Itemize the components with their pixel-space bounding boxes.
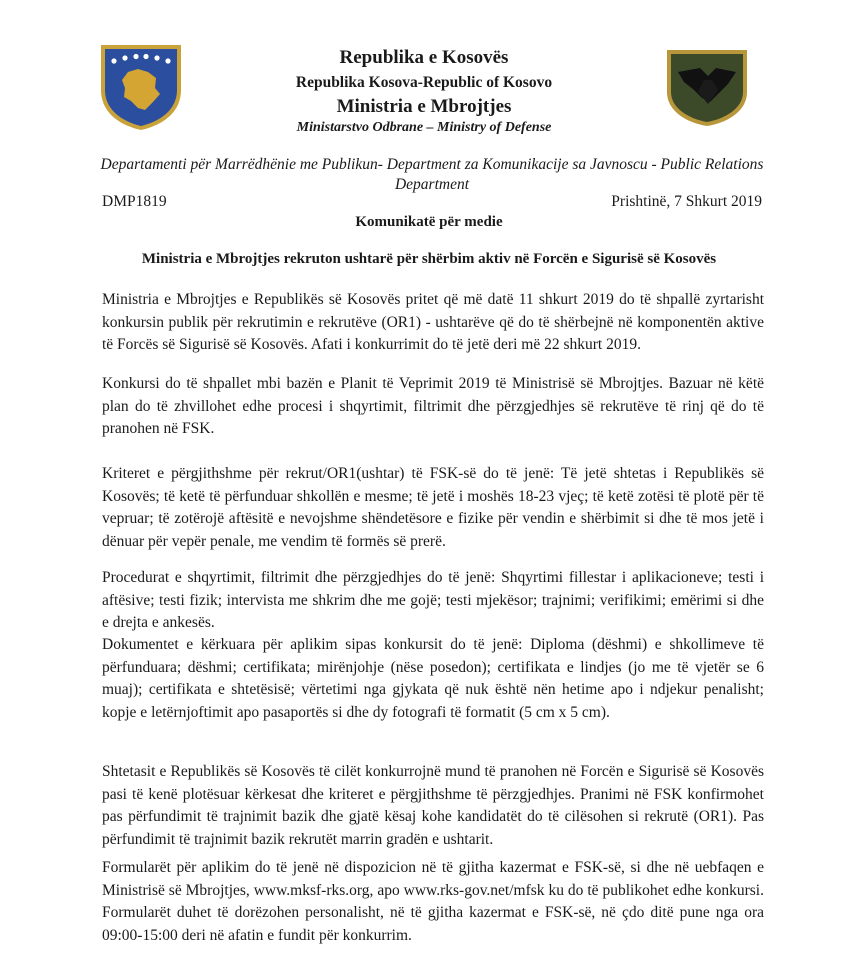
body-paragraph: Dokumentet e kërkuara për aplikim sipas konkursit do të jenë: Diploma (dëshmi) e shkollimeve të përfunduara; dëshmi; certifikata; mirënjohje (nëse posedon); certifikata e lindjes (jo me të vjetër se 6 muaj); certifikata e shtetësisë; vërtetimi nga gjykata që nuk është nën hetime apo i ndjekur penalisht; kopje e letërnjoftimit apo pasaportës si dhe dy fotografi të formatit (5 cm x 5 cm). (102, 636, 764, 721)
place-date: Prishtinë, 7 Shkurt 2019 (611, 193, 762, 210)
body-paragraph: Ministria e Mbrojtjes e Republikës së Kosovës pritet që më datë 11 shkurt 2019 do të shpallë zyrtarisht konkursin publik për rekrutimin e rekrutëve (OR1) - ushtarëve që do të shërbejnë në komponentën aktive të Forcës së Sigurisë së Kosovës. Afati i konkurrimit do të jetë deri më 22 shkurt 2019. (102, 291, 764, 353)
department-line: Departamenti për Marrëdhënie me Publikun- Department za Komunikacije sa Javnoscu - Public Relations Department (100, 156, 764, 193)
country-title: Republika e Kosovës (339, 47, 509, 68)
body-paragraph: Shtetasit e Republikës së Kosovës të cilët konkurrojnë mund të pranohen në Forcën e Sigurisë së Kosovës pasi të kenë plotësuar kërkesat dhe kriteret e përgjithshme të përzgjedhjes. Pranimi në FSK konfirmohet pas përfundimit të trajnimit bazik dhe gjatë kësaj kohe kandidatët do të cilësohen si rekrutë (OR1). Pas përfundimit të trajnimit bazik rekrutët marrin gradën e ushtarit. (102, 763, 764, 848)
body-paragraph: Procedurat e shqyrtimit, filtrimit dhe përzgjedhjes do të jenë: Shqyrtimi fillestar i aplikacioneve; testi i aftësive; testi fizik; intervista me shkrim dhe me gojë; testi mjekësor; trajnimi; verifikimi; emërimi si dhe e drejta e ankesës. (102, 569, 764, 631)
reference-number: DMP1819 (102, 193, 167, 210)
ministry-title: Ministria e Mbrojtjes (336, 96, 512, 117)
document-type: Komunikatë për medie (355, 214, 503, 230)
headline: Ministria e Mbrojtjes rekruton ushtarë për shërbim aktiv në Forcën e Sigurisë së Kosovës (141, 251, 717, 267)
body-paragraph: Formularët për aplikim do të jenë në dispozicion në të gjitha kazermat e FSK-së, si dhe në uebfaqen e Ministrisë së Mbrojtjes, www.mksf-rks.org, apo www.rks-gov.net/mfsk ku do të publikohet edhe konkursi. Formularët duhet të dorëzohen personalisht, në të gjitha kazermat e FSK-së, në çdo ditë pune nga ora 09:00-15:00 deri në afatin e fundit për konkurrim. (102, 859, 764, 944)
ministry-title-multilang: Ministarstvo Odbrane – Ministry of Defense (296, 120, 552, 135)
kosovo-coat-of-arms-icon (98, 42, 184, 132)
country-title-multilang: Republika Kosova-Republic of Kosovo (295, 74, 553, 91)
body-paragraph: Kriteret e përgjithshme për rekrut/OR1(ushtar) të FSK-së do të jenë: Të jetë shtetas i Republikës së Kosovës; të ketë të përfunduar shkollën e mesme; të jetë i moshës 18-23 vjeç; të ketë zotësi të plotë për të vepruar; të zotërojë aftësitë e nevojshme shëndetësore e fizike për vendin e shërbimit si dhe të mos jetë i dënuar për vepër penale, me vendim të formës së prerë. (102, 465, 764, 550)
body-paragraph: Konkursi do të shpallet mbi bazën e Planit të Veprimit 2019 të Ministrisë së Mbrojtjes. Bazuar në këtë plan do të zhvillohet edhe procesi i shqyrtimit, filtrimit dhe përzgjedhjes së rekrutëve të rinj që do të pranohen në FSK. (102, 375, 764, 437)
ksf-eagle-emblem-icon (664, 46, 750, 128)
